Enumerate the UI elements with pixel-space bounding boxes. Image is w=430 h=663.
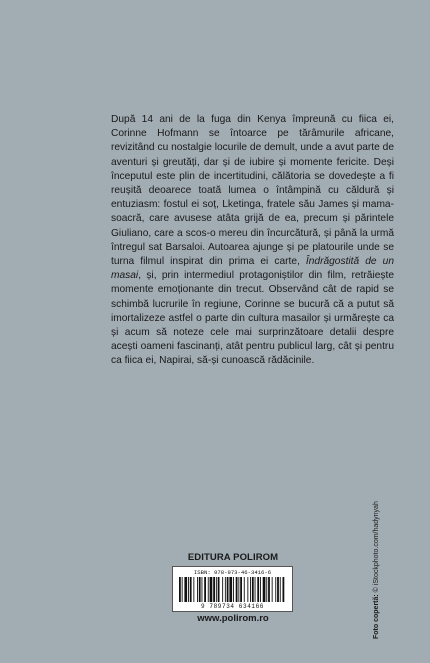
barcode-bar (247, 577, 248, 602)
barcode-bar (250, 577, 251, 602)
barcode-bar (208, 577, 209, 602)
barcode-digits: 9 789734 634166 (200, 603, 264, 610)
barcode-bar (227, 577, 229, 602)
barcode-bar (210, 577, 213, 602)
isbn-barcode (172, 566, 293, 612)
blurb-text-part1: După 14 ani de la fuga din Kenya împreună cu fiica ei, Corinne Hofmann se întoarce pe tărâmurile africane, revizitând cu nostalgie locurile de demult, unde a avut parte de aventuri și greutăți, dar și de iubire și momente fericite. Deși începutul este plin de incertitudini, călătoria se dovedește a fi reușită deoarece toată lumea o întâmpină cu căldură și entuziasm: fostul ei soț, Lketinga, fratele său James și mama-soacră, care avusese atâta grijă de ea, precum și părintele Giuliano, care a scos-o mereu din încurcătură, și până la urmă întregul sat Barsaloi. Autoarea ajunge și pe platourile unde se turna filmul inspirat din prima ei carte, (111, 114, 394, 268)
photo-credit (373, 439, 380, 639)
back-cover-blurb (111, 113, 394, 369)
barcode-bar (179, 577, 181, 602)
barcode-bar (244, 577, 245, 602)
barcode-bar (197, 577, 198, 602)
barcode-bar (225, 577, 226, 602)
blurb-text-part2: , și, prin intermediul protagoniștilor din film, retrăiește momente emoționante din trecut. Observând cât de rapid se schimbă lucrurile în regiune, Corinne se bucură că a putut să imortalizeze astfel o parte din cultura masailor și urmărește ca și acum să noteze cele mai surprinzătoare detalii despre acești oameni fascinanți, atât pentru publicul larg, cât și pentru ca fiica ei, Napirai, să-și cunoască rădăcinile. (111, 270, 394, 367)
barcode-bar (222, 577, 223, 602)
barcode-graphic (179, 577, 286, 602)
book-title-italic: Îndrăgostită de un masai (111, 256, 394, 282)
barcode-bar (277, 577, 279, 602)
barcode-bar (252, 577, 254, 602)
barcode-bar (229, 577, 232, 602)
barcode-bar (199, 577, 201, 602)
barcode-bar (213, 577, 215, 602)
barcode-bar (182, 577, 183, 602)
barcode-bar (275, 577, 276, 602)
barcode-bar (233, 577, 234, 602)
barcode-bar (218, 577, 220, 602)
barcode-bar (236, 577, 238, 602)
barcode-bar (283, 577, 285, 602)
publisher-name: EDITURA POLIROM (187, 552, 279, 563)
photo-credit-label: Foto copertă: (373, 594, 380, 639)
barcode-bar (260, 577, 261, 602)
barcode-bar (255, 577, 256, 602)
barcode-bar (188, 577, 189, 602)
barcode-bar (202, 577, 203, 602)
barcode-bar (257, 577, 259, 602)
publisher-website: www.polirom.ro (197, 613, 269, 624)
isbn-number: ISBN: 978-973-46-3416-6 (193, 569, 272, 576)
barcode-bar (190, 577, 192, 602)
barcode-bar (184, 577, 187, 602)
barcode-bar (240, 577, 242, 602)
barcode-bar (193, 577, 194, 602)
barcode-bar (272, 577, 273, 602)
barcode-bar (216, 577, 217, 602)
barcode-bar (266, 577, 267, 602)
barcode-bar (280, 577, 281, 602)
barcode-bar (268, 577, 270, 602)
barcode-bar (204, 577, 206, 602)
photo-credit-source: © iStockphoto.com/hadynyah (373, 501, 380, 593)
barcode-bar (263, 577, 266, 602)
barcode-bar (238, 577, 239, 602)
